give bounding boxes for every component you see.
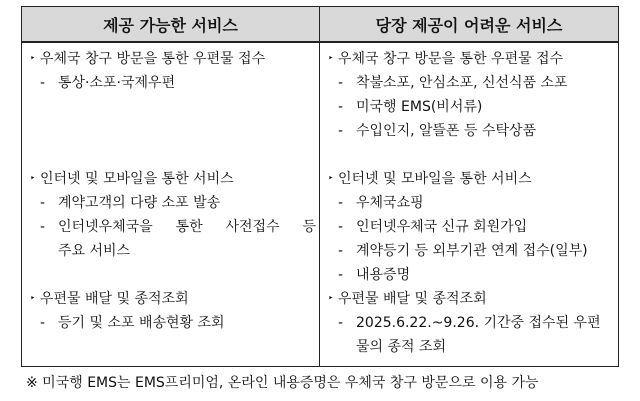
service-text: 미국행 EMS(비서류) <box>356 99 483 115</box>
unavailable-services-cell <box>320 42 619 367</box>
service-item <box>22 71 319 95</box>
dash-marker: - <box>338 267 344 283</box>
dash-marker: - <box>338 219 344 235</box>
service-category <box>22 287 319 311</box>
service-item <box>320 335 618 359</box>
bullet-icon: ‣ <box>328 294 334 304</box>
service-text: 주요 서비스 <box>58 243 131 259</box>
service-text: 등기 및 소포 배송현황 조회 <box>58 315 225 331</box>
dash-marker: - <box>40 75 46 91</box>
bullet-icon: ‣ <box>328 174 334 184</box>
bullet-icon: ‣ <box>30 174 36 184</box>
header-unavailable-services: 당장 제공이 어려운 서비스 <box>320 7 619 43</box>
service-text: 인터넷 및 모바일을 통한 서비스 <box>40 171 234 187</box>
service-category <box>22 167 319 191</box>
service-item <box>22 239 319 263</box>
dash-marker: - <box>338 195 344 211</box>
dash-marker: - <box>40 315 46 331</box>
service-item <box>320 191 618 215</box>
bullet-icon: ‣ <box>30 294 36 304</box>
service-item <box>320 239 618 263</box>
service-text: 내용증명 <box>356 267 411 283</box>
dash-marker: - <box>40 219 46 235</box>
service-text: 우편물 배달 및 종적조회 <box>338 291 487 307</box>
dash-marker: - <box>40 195 46 211</box>
dash-marker: - <box>338 315 344 331</box>
service-text: 수입인지, 알뜰폰 등 수탁상품 <box>356 123 537 139</box>
spacer-line <box>320 143 618 167</box>
service-item <box>22 311 319 335</box>
bullet-icon: ‣ <box>328 54 334 64</box>
service-text: 통상·소포·국제우편 <box>58 75 176 91</box>
dash-marker: - <box>338 75 344 91</box>
spacer-line <box>22 143 319 167</box>
service-text: 물의 종적 조회 <box>356 339 447 355</box>
service-text: 계약고객의 다량 소포 발송 <box>58 195 221 211</box>
service-item <box>320 71 618 95</box>
service-category <box>320 167 618 191</box>
service-item <box>320 119 618 143</box>
spacer-line <box>22 119 319 143</box>
service-category <box>320 47 618 71</box>
service-text: 우편물 배달 및 종적조회 <box>40 291 189 307</box>
service-text: 계약등기 등 외부기관 연계 접수(일부) <box>356 243 588 259</box>
service-text: 착불소포, 안심소포, 신선식품 소포 <box>356 75 568 91</box>
available-services-cell <box>22 42 320 367</box>
dash-marker: - <box>338 123 344 139</box>
service-text: 인터넷우체국을 통한 사전접수 등 <box>58 219 316 235</box>
service-category <box>22 47 319 71</box>
service-table <box>21 6 619 367</box>
service-item <box>22 215 319 239</box>
header-available-services: 제공 가능한 서비스 <box>22 7 320 43</box>
service-item <box>320 95 618 119</box>
available-services-list <box>22 47 319 335</box>
service-text: 우체국쇼핑 <box>356 195 424 211</box>
dash-marker: - <box>338 243 344 259</box>
bullet-icon: ‣ <box>30 54 36 64</box>
service-item <box>320 263 618 287</box>
service-text: 우체국 창구 방문을 통한 우편물 접수 <box>338 51 564 67</box>
service-item <box>320 215 618 239</box>
spacer-line <box>22 95 319 119</box>
dash-marker: - <box>338 99 344 115</box>
service-item <box>22 191 319 215</box>
service-text: 2025.6.22.~9.26. 기간중 접수된 우편 <box>356 315 601 331</box>
service-category <box>320 287 618 311</box>
footnote: ※ 미국행 EMS는 EMS프리미엄, 온라인 내용증명은 우체국 창구 방문으로 이용 가능 <box>26 375 539 391</box>
service-item <box>320 311 618 335</box>
service-text: 인터넷우체국 신규 회원가입 <box>356 219 528 235</box>
unavailable-services-list <box>320 47 618 359</box>
service-text: 인터넷 및 모바일을 통한 서비스 <box>338 171 532 187</box>
spacer-line <box>22 263 319 287</box>
service-text: 우체국 창구 방문을 통한 우편물 접수 <box>40 51 266 67</box>
